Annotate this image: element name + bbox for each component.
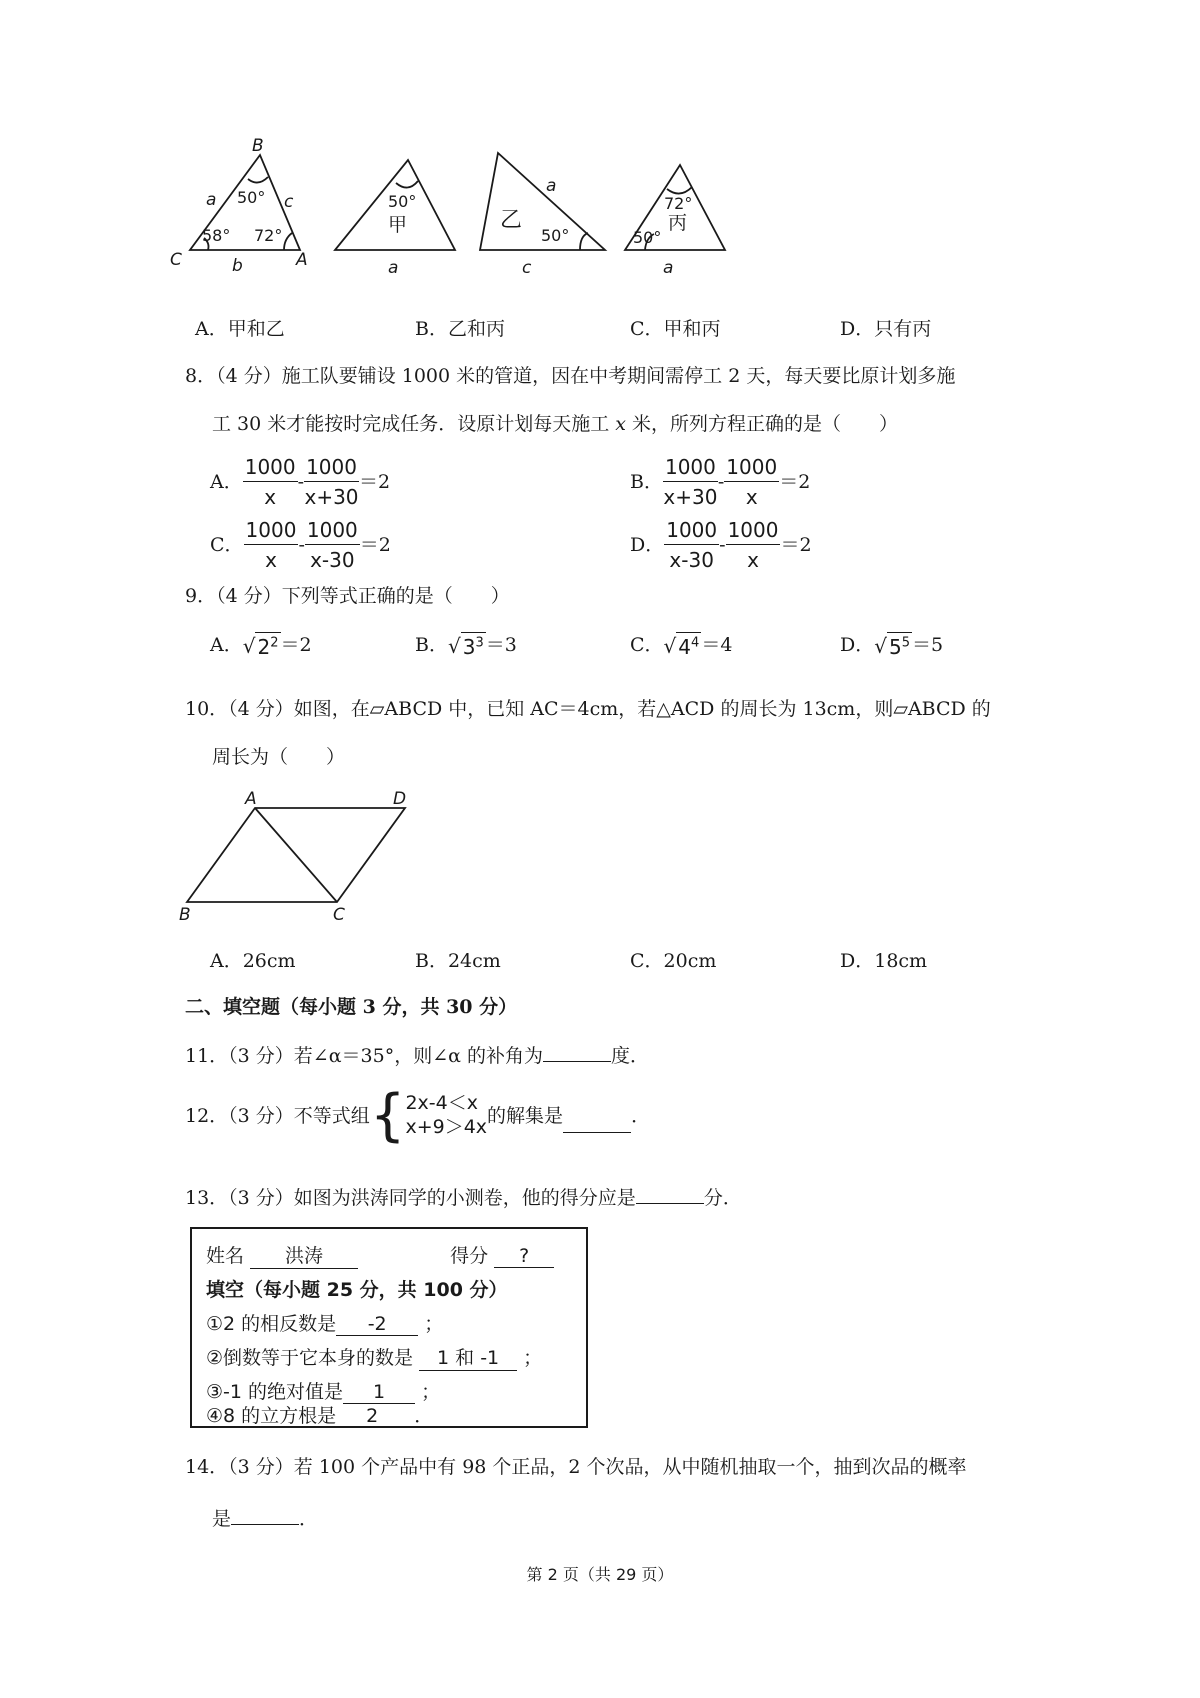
q14-answer-blank[interactable] [231,1506,299,1525]
q10-stem-line1: 10．（4 分）如图，在▱ABCD 中，已知 AC＝4cm，若△ACD 的周长为 13cm，则▱ABCD 的 [185,698,991,720]
q8-stem-line1: 8．（4 分）施工队要铺设 1000 米的管道，因在中考期间需停工 2 天，每天要比原计划多施 [185,365,956,387]
arc-b [248,177,268,183]
q13: 13．（3 分）如图为洪涛同学的小测卷，他的得分应是 分． [185,1187,742,1209]
q8-option-c[interactable]: C． $\frac{1000}{x}$ - $\frac{1000}{x-30}$ ＝2 [210,518,391,572]
quiz-item-2: ②倒数等于它本身的数是 1 和 -1 ； [206,1343,542,1371]
q7-option-d[interactable]: D．只有丙 [840,318,932,340]
label-side-b: b [232,256,243,276]
q10-option-b[interactable]: B．24cm [415,950,501,972]
q8-stem-line2: 工 30 米才能按时完成任务．设原计划每天施工 x 米，所列方程正确的是（ ） [212,413,899,435]
q10-option-c[interactable]: C．20cm [630,950,717,972]
vertex-a: A [245,790,257,809]
quiz-header: 姓名 洪涛 得分 ? [206,1241,554,1269]
label-a: A [296,250,308,270]
q14-line2: 是 ． [212,1508,319,1530]
yi-side-a: a [546,176,557,196]
section-2-title: 二、填空题（每小题 3 分，共 30 分） [185,996,518,1018]
q9-option-b[interactable]: B． √ $3^3$ ＝3 [415,633,517,659]
bing-side-a: a [663,258,674,278]
q8-option-d[interactable]: D． $\frac{1000}{x-30}$ - $\frac{1000}{x}$ ＝2 [630,518,812,572]
page-footer: 第 2 页（共 29 页） [526,1565,674,1584]
q10-option-d[interactable]: D．18cm [840,950,928,972]
angle-b-label: 50° [237,188,266,207]
q7-option-c[interactable]: C．甲和丙 [630,318,721,340]
yi-name: 乙 [500,208,523,233]
q7-triangles-figure [160,135,900,295]
yi-angle-label: 50° [541,226,570,245]
vertex-d: D [393,790,407,809]
q10-parallelogram-figure [175,790,415,925]
q8-option-b[interactable]: B． $\frac{1000}{x+30}$ - $\frac{1000}{x}$ ＝2 [630,455,811,509]
quiz-item-4: ④8 的立方根是 2 ． [206,1405,434,1427]
q13-answer-blank[interactable] [636,1185,704,1204]
system-brace: { [369,1083,406,1148]
quiz-card-figure [190,1227,588,1428]
arc-a [284,233,292,250]
q7-option-b[interactable]: B．乙和丙 [415,318,505,340]
label-c: C [170,250,182,270]
q8-option-a[interactable]: A． $\frac{1000}{x}$ - $\frac{1000}{x+30}$ ＝2 [210,455,391,509]
q10-stem-line2: 周长为（ ） [212,746,346,768]
vertex-b: B [179,905,191,925]
q9-option-c[interactable]: C． √ $4^4$ ＝4 [630,633,733,659]
angle-a-label: 72° [254,226,283,245]
q11: 11．（3 分）若∠α＝35°，则∠α 的补角为 度． [185,1045,650,1067]
jia-angle-label: 50° [388,192,417,211]
bing-left-angle: 50° [633,228,662,247]
q14-line1: 14．（3 分）若 100 个产品中有 98 个正品，2 个次品，从中随机抽取一个，抽到次品的概率 [185,1456,967,1478]
q12-eq2: x+9＞4x [405,1116,488,1138]
label-b: B [252,136,264,156]
quiz-item-3: ③-1 的绝对值是 1 ； [206,1381,441,1403]
quiz-heading: 填空（每小题 25 分，共 100 分） [206,1279,508,1301]
label-side-c: c [284,192,294,212]
q9-option-d[interactable]: D． √ $5^5$ ＝5 [840,633,944,659]
quiz-item-1: ①2 的相反数是 -2 ； [206,1313,444,1335]
angle-c-label: 58° [202,226,231,245]
q7-option-a[interactable]: A．甲和乙 [195,318,285,340]
jia-side-a: a [388,258,399,278]
bing-name: 丙 [668,212,688,234]
diagonal-ac [255,808,337,902]
q9-stem: 9．（4 分）下列等式正确的是（ ） [185,585,510,607]
label-side-a: a [206,190,217,210]
q12-eq1: 2x-4＜x [405,1092,478,1115]
q11-answer-blank[interactable] [543,1043,611,1062]
q10-option-a[interactable]: A．26cm [210,950,296,972]
yi-side-c: c [522,258,532,278]
bing-top-angle: 72° [664,194,693,213]
q9-option-a[interactable]: A． √ $2^2$ ＝2 [210,633,312,659]
q12: 12．（3 分）不等式组 { 2x-4＜x x+9＞4x 的解集是 ． [185,1083,651,1148]
vertex-c: C [333,905,345,925]
jia-name: 甲 [388,214,408,236]
q12-answer-blank[interactable] [563,1114,631,1133]
